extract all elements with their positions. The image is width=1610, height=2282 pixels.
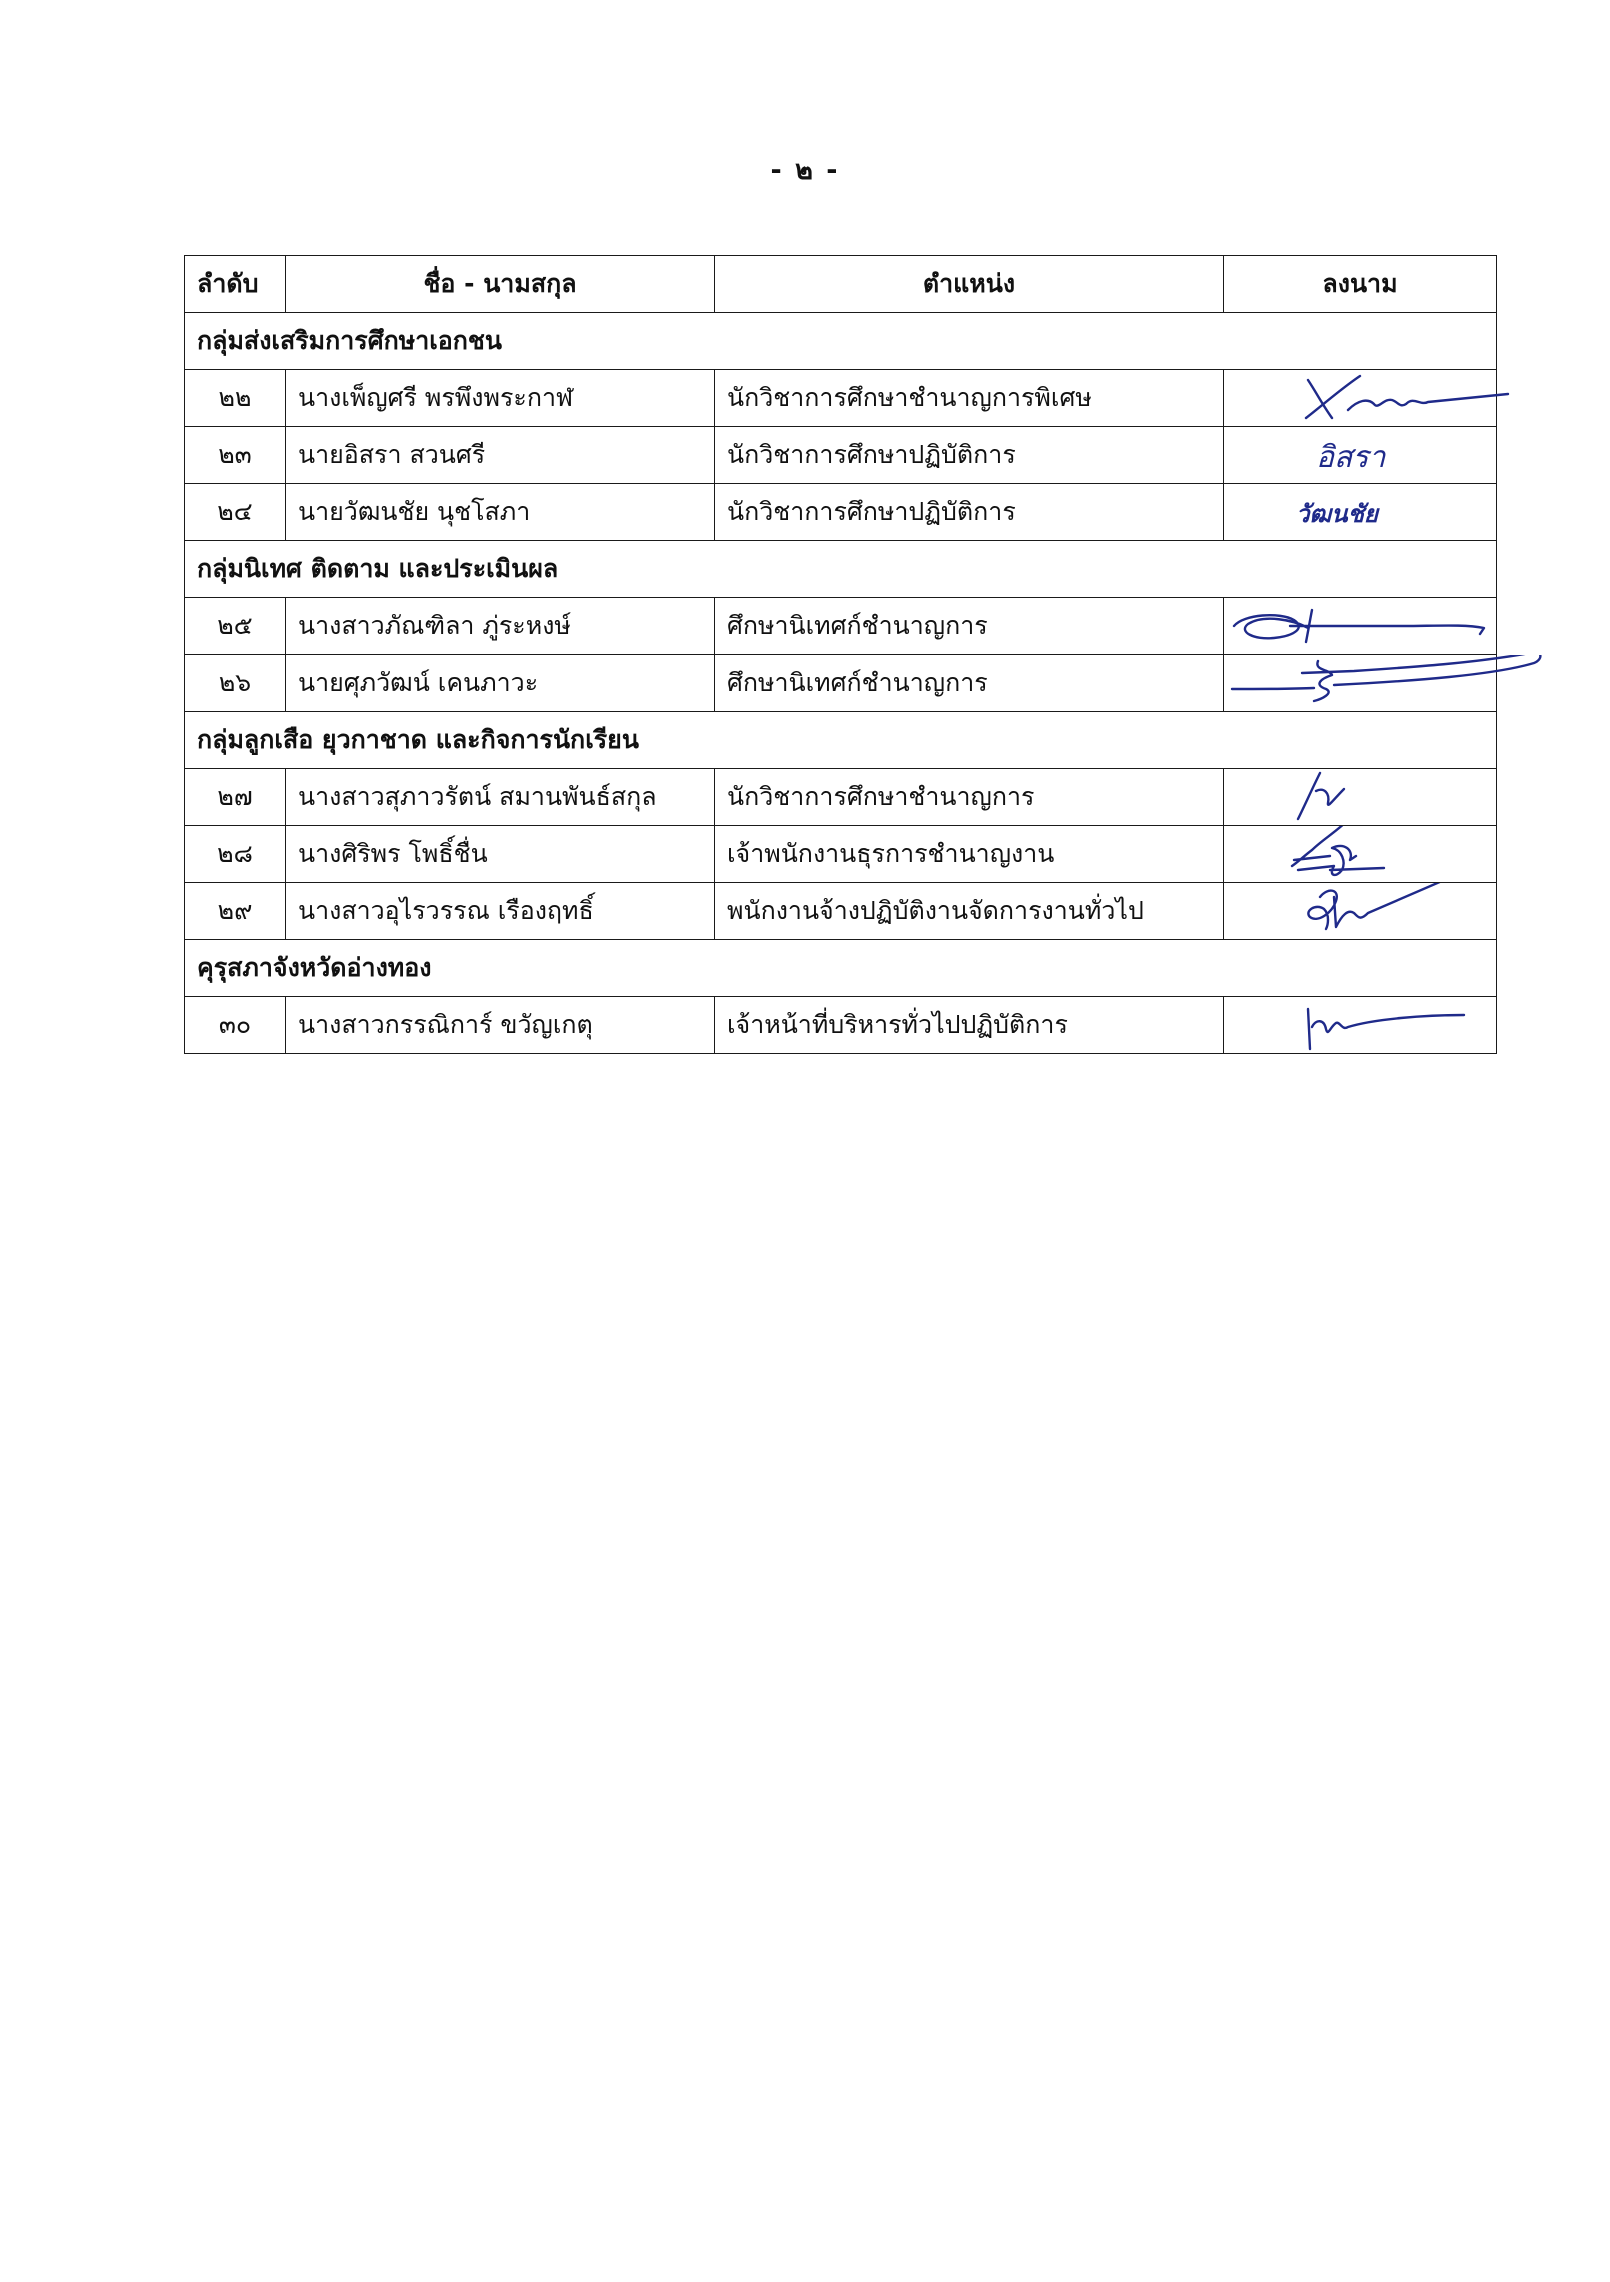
handwritten-signature [1224, 655, 1564, 715]
row-name: นางสาวสุภาวรัตน์ สมานพันธ์สกุล [286, 769, 715, 826]
row-number: ๒๗ [185, 769, 286, 826]
row-name: นางศิริพร โพธิ์ชื่น [286, 826, 715, 883]
row-signature [1224, 883, 1497, 940]
group-row [185, 712, 1497, 769]
row-position: พนักงานจ้างปฏิบัติงานจัดการงานทั่วไป [715, 883, 1224, 940]
row-number: ๒๘ [185, 826, 286, 883]
group-row [185, 541, 1497, 598]
table-row [185, 655, 1497, 712]
row-name: นางเพ็ญศรี พรพึงพระกาฬ [286, 370, 715, 427]
signature-table [184, 255, 1497, 1054]
handwritten-signature [1224, 826, 1497, 884]
row-number: ๒๔ [185, 484, 286, 541]
table-row [185, 769, 1497, 826]
group-title: กลุ่มลูกเสือ ยุวกาชาด และกิจการนักเรียน [185, 712, 1497, 769]
handwritten-signature [1224, 484, 1497, 542]
group-title: กลุ่มส่งเสริมการศึกษาเอกชน [185, 313, 1497, 370]
row-number: ๒๕ [185, 598, 286, 655]
group-title: คุรุสภาจังหวัดอ่างทอง [185, 940, 1497, 997]
row-signature [1224, 655, 1497, 712]
header-name: ชื่อ - นามสกุล [286, 256, 715, 313]
row-name: นายวัฒนชัย นุชโสภา [286, 484, 715, 541]
row-number: ๒๙ [185, 883, 286, 940]
row-signature [1224, 370, 1497, 427]
row-number: ๒๖ [185, 655, 286, 712]
svg-text:วัฒนชัย: วัฒนชัย [1296, 499, 1378, 528]
row-position: ศึกษานิเทศก์ชำนาญการ [715, 598, 1224, 655]
row-name: นายอิสรา สวนศรี [286, 427, 715, 484]
header-no: ลำดับ [185, 256, 286, 313]
row-signature [1224, 769, 1497, 826]
row-name: นางสาวกรรณิการ์ ขวัญเกตุ [286, 997, 715, 1054]
row-position: นักวิชาการศึกษาปฏิบัติการ [715, 484, 1224, 541]
table-row [185, 883, 1497, 940]
table-row [185, 370, 1497, 427]
row-number: ๓๐ [185, 997, 286, 1054]
svg-text:อิสรา: อิสรา [1316, 440, 1386, 475]
row-name: นางสาวภัณฑิลา ภู่ระหงษ์ [286, 598, 715, 655]
table-row [185, 997, 1497, 1054]
row-signature [1224, 598, 1497, 655]
table-row [185, 427, 1497, 484]
row-position: เจ้าหน้าที่บริหารทั่วไปปฏิบัติการ [715, 997, 1224, 1054]
row-name: นายศุภวัฒน์ เคนภาวะ [286, 655, 715, 712]
row-position: เจ้าพนักงานธุรการชำนาญงาน [715, 826, 1224, 883]
handwritten-signature [1224, 997, 1497, 1055]
row-number: ๒๓ [185, 427, 286, 484]
header-position: ตำแหน่ง [715, 256, 1224, 313]
group-row [185, 940, 1497, 997]
row-position: ศึกษานิเทศก์ชำนาญการ [715, 655, 1224, 712]
handwritten-signature [1224, 427, 1497, 485]
handwritten-signature [1224, 883, 1497, 941]
table-header-row [185, 256, 1497, 313]
handwritten-signature [1224, 769, 1497, 827]
table-row [185, 484, 1497, 541]
handwritten-signature [1224, 370, 1554, 430]
page-number: - ๒ - [770, 155, 840, 186]
table-row [185, 598, 1497, 655]
handwritten-signature [1224, 598, 1497, 656]
row-name: นางสาวอุไรวรรณ เรืองฤทธิ์ [286, 883, 715, 940]
row-position: นักวิชาการศึกษาปฏิบัติการ [715, 427, 1224, 484]
row-signature [1224, 427, 1497, 484]
table-row [185, 826, 1497, 883]
group-title: กลุ่มนิเทศ ติดตาม และประเมินผล [185, 541, 1497, 598]
group-row [185, 313, 1497, 370]
row-signature [1224, 997, 1497, 1054]
row-number: ๒๒ [185, 370, 286, 427]
row-signature [1224, 826, 1497, 883]
row-signature [1224, 484, 1497, 541]
row-position: นักวิชาการศึกษาชำนาญการพิเศษ [715, 370, 1224, 427]
header-signature: ลงนาม [1224, 256, 1497, 313]
row-position: นักวิชาการศึกษาชำนาญการ [715, 769, 1224, 826]
